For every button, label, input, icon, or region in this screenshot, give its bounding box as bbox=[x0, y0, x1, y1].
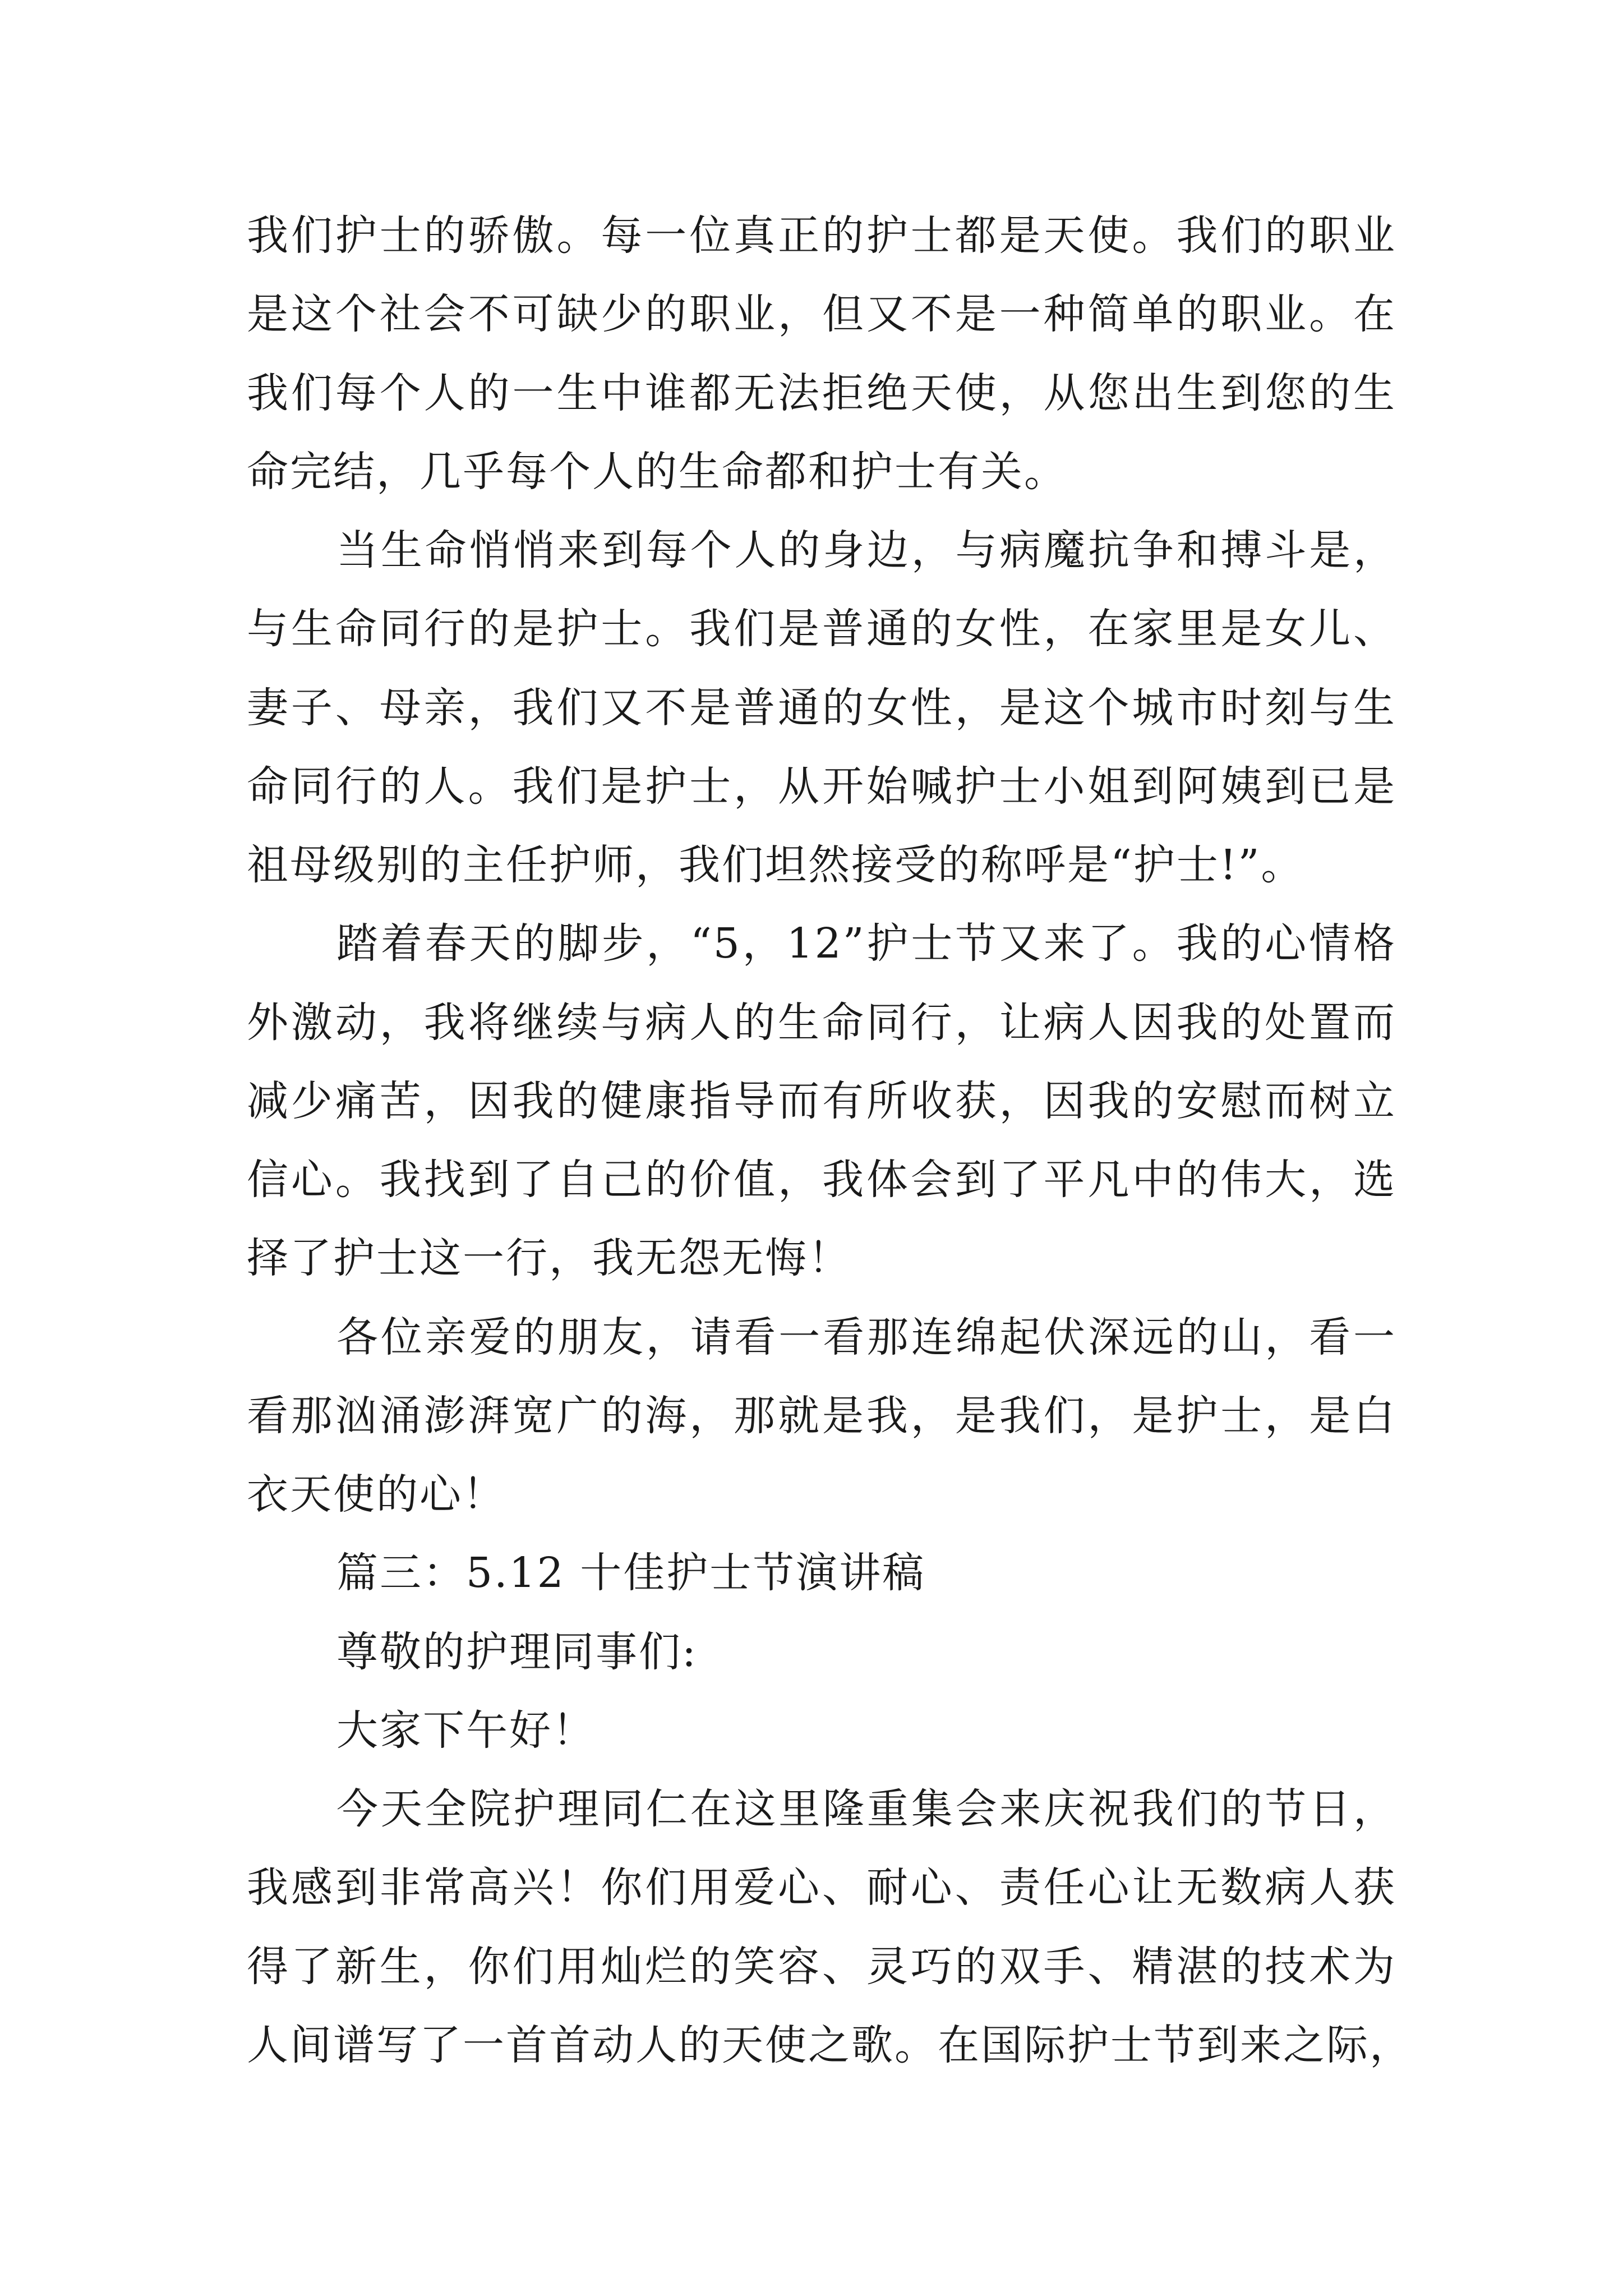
text-line: 命同行的人。我们是护士，从开始喊护士小姐到阿姨到已是 bbox=[247, 762, 1396, 811]
text-line: 信心。我找到了自己的价值，我体会到了平凡中的伟大，选 bbox=[247, 1156, 1396, 1204]
text-line: 择了护士这一行，我无怨无悔！ bbox=[247, 1234, 851, 1282]
text-line: 外激动，我将继续与病人的生命同行，让病人因我的处置而 bbox=[247, 999, 1396, 1047]
text-line: 减少痛苦，因我的健康指导而有所收获，因我的安慰而树立 bbox=[247, 1077, 1396, 1125]
text-line: 祖母级别的主任护师，我们坦然接受的称呼是“护士!”。 bbox=[247, 841, 1304, 889]
salutation: 尊敬的护理同事们: bbox=[336, 1628, 698, 1676]
text-line: 我感到非常高兴！你们用爱心、耐心、责任心让无数病人获 bbox=[247, 1864, 1396, 1912]
text-line: 我们每个人的一生中谁都无法拒绝天使，从您出生到您的生 bbox=[247, 369, 1396, 417]
text-line: 是这个社会不可缺少的职业，但又不是一种简单的职业。在 bbox=[247, 290, 1396, 338]
text-line: 得了新生，你们用灿烂的笑容、灵巧的双手、精湛的技术为 bbox=[247, 1943, 1396, 1991]
text-line: 妻子、母亲，我们又不是普通的女性，是这个城市时刻与生 bbox=[247, 684, 1396, 732]
text-line: 踏着春天的脚步，“5，12”护士节又来了。我的心情格 bbox=[336, 919, 1396, 968]
greeting: 大家下午好！ bbox=[336, 1706, 596, 1755]
text-line: 各位亲爱的朋友，请看一看那连绵起伏深远的山，看一 bbox=[336, 1313, 1396, 1361]
text-line: 我们护士的骄傲。每一位真正的护士都是天使。我们的职业 bbox=[247, 211, 1396, 260]
text-line: 命完结，几乎每个人的生命都和护士有关。 bbox=[247, 448, 1067, 496]
text-line: 今天全院护理同仁在这里隆重集会来庆祝我们的节日， bbox=[336, 1785, 1396, 1833]
text-line: 与生命同行的是护士。我们是普通的女性，在家里是女儿、 bbox=[247, 605, 1396, 653]
text-line: 当生命悄悄来到每个人的身边，与病魔抗争和搏斗是， bbox=[336, 526, 1396, 574]
text-line: 看那汹涌澎湃宽广的海，那就是我，是我们，是护士，是白 bbox=[247, 1392, 1396, 1440]
text-line: 衣天使的心！ bbox=[247, 1470, 506, 1519]
section-heading: 篇三：5.12 十佳护士节演讲稿 bbox=[336, 1549, 926, 1597]
text-line: 人间谱写了一首首动人的天使之歌。在国际护士节到来之际， bbox=[247, 2021, 1413, 2069]
